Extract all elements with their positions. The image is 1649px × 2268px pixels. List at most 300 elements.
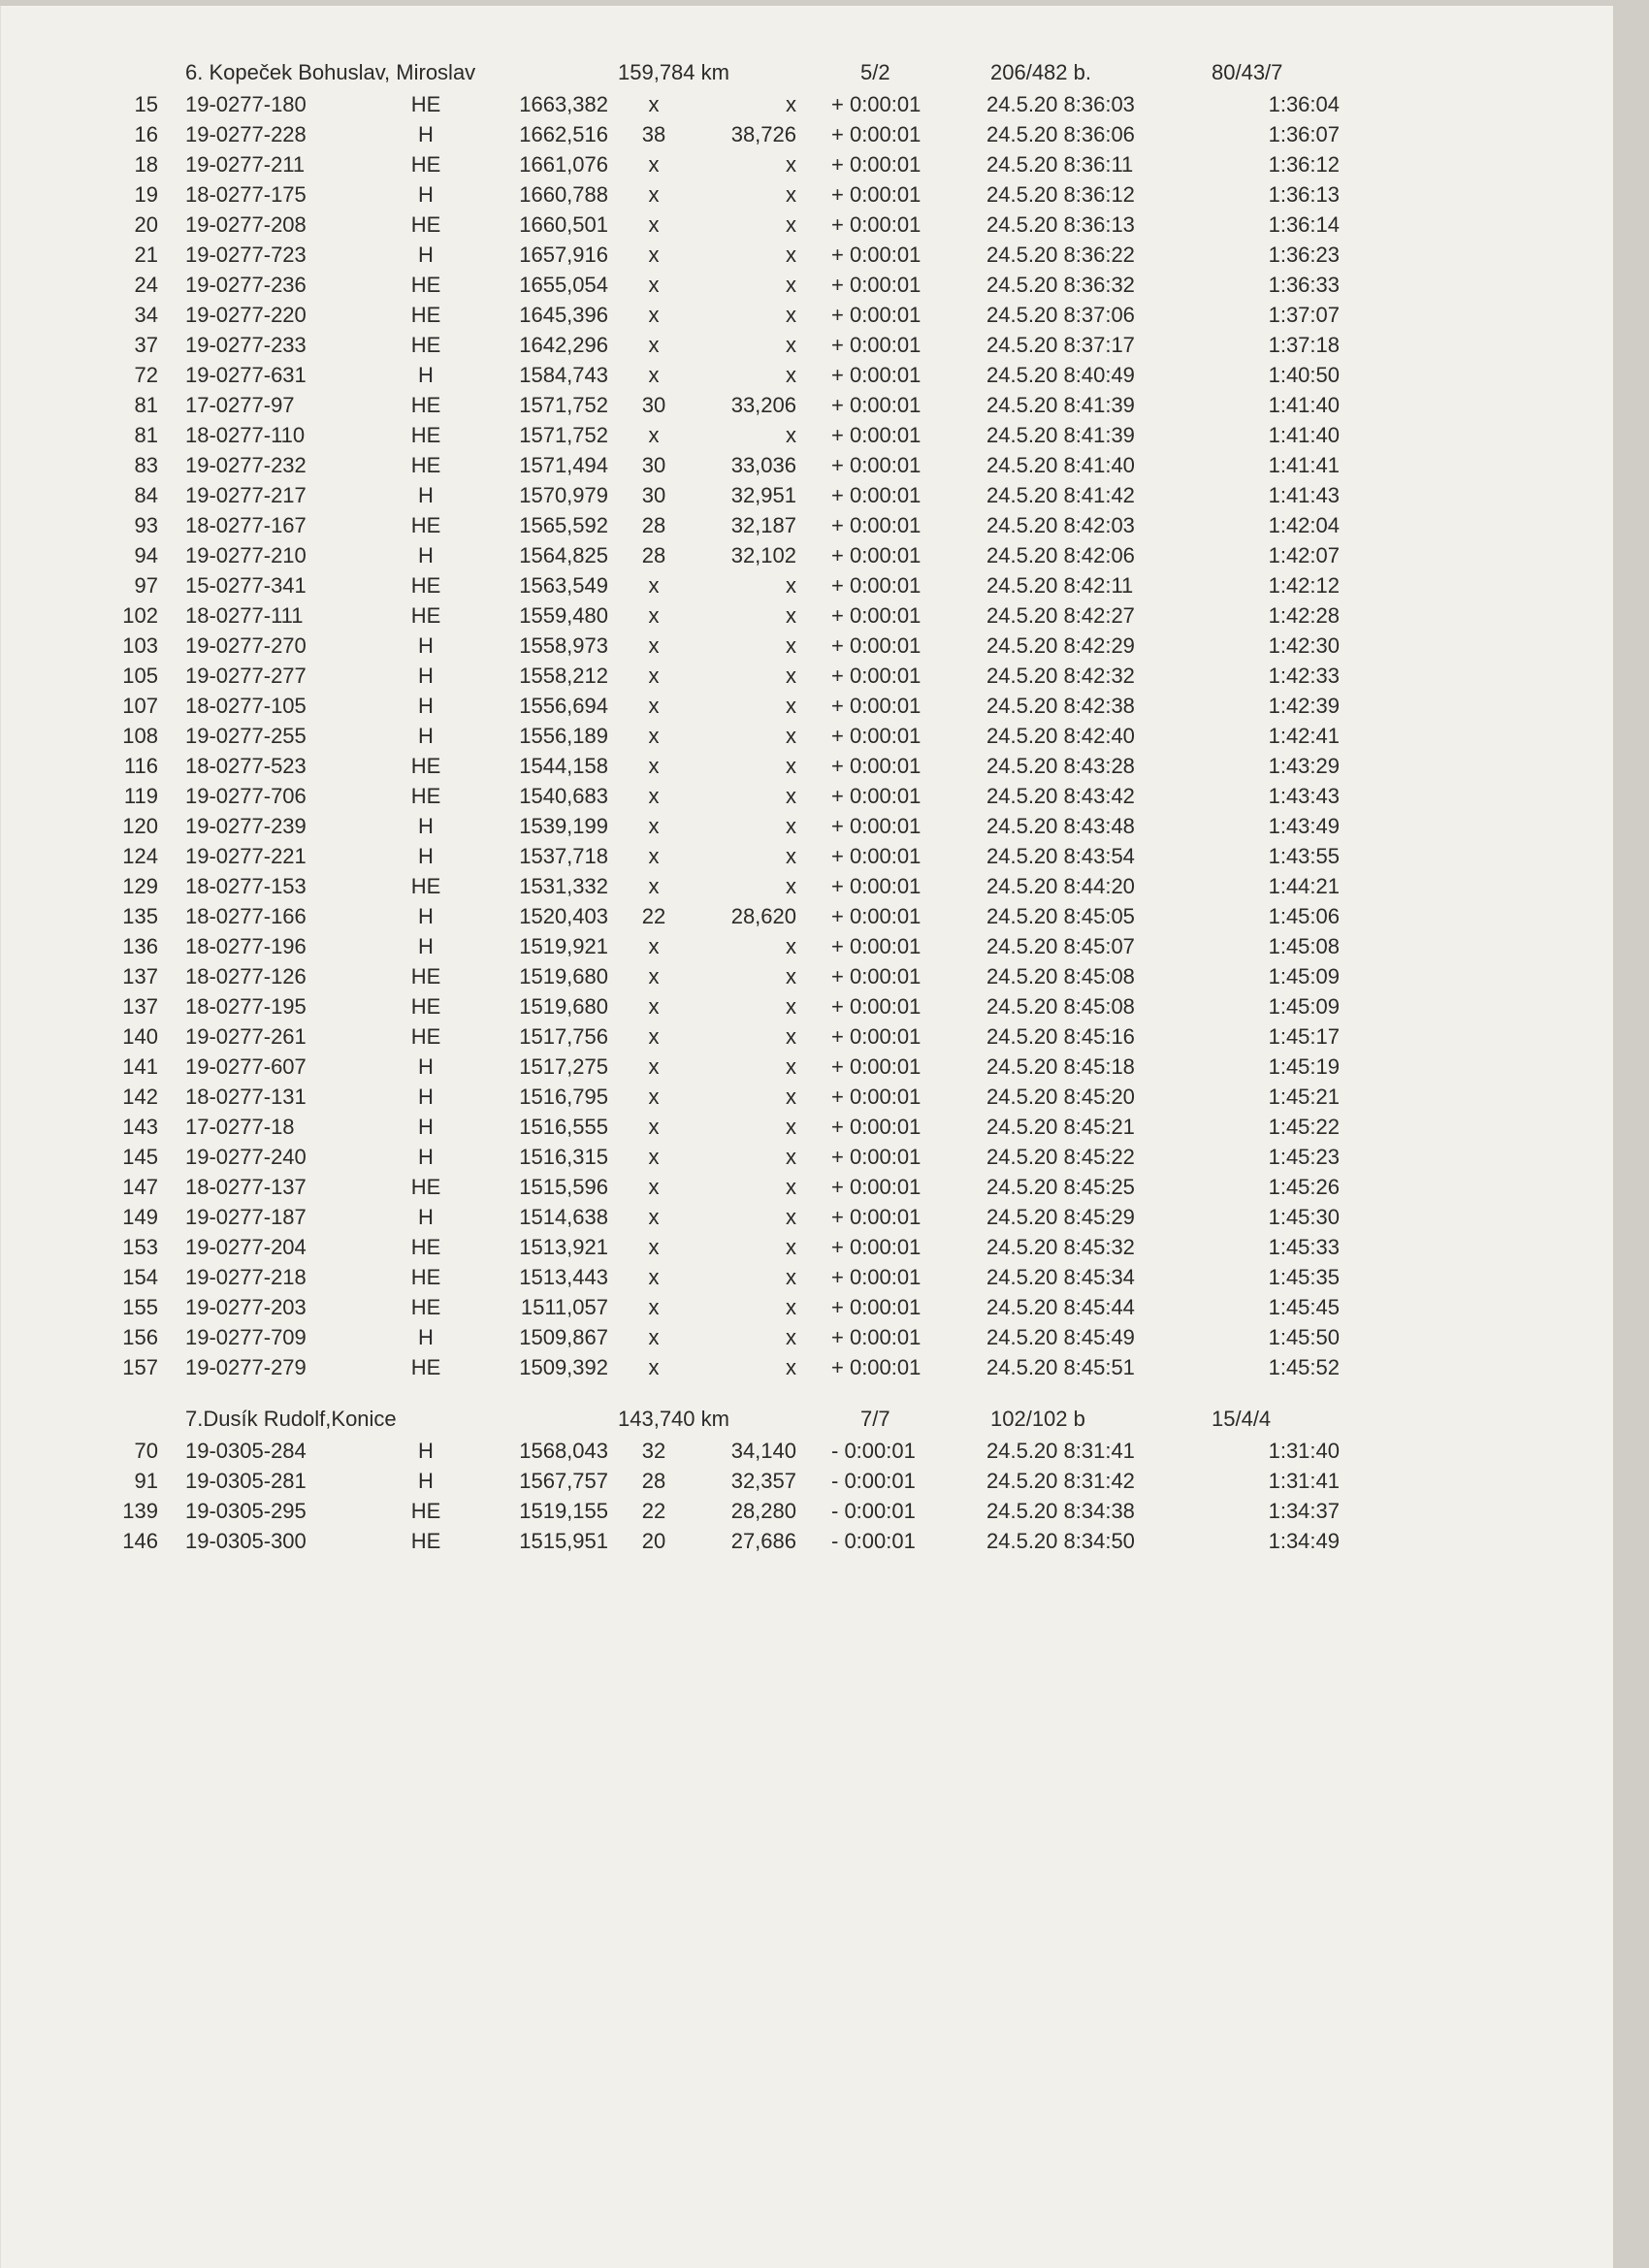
correction-cell: + 0:00:01: [831, 573, 922, 598]
ring-number-cell: 18-0277-523: [185, 754, 307, 778]
table-row: [1, 510, 1613, 540]
speed-cell: 1531,332: [519, 874, 608, 898]
coefficient-cell: x: [786, 934, 796, 958]
rank-cell: 149: [122, 1205, 158, 1229]
flight-time-cell: 1:45:17: [1268, 1024, 1340, 1049]
arrival-cell: 24.5.20 8:37:06: [986, 303, 1135, 327]
arrival-cell: 24.5.20 8:45:20: [986, 1085, 1135, 1109]
rank-cell: 83: [134, 453, 158, 477]
ring-number-cell: 18-0277-153: [185, 874, 307, 898]
table-row: [1, 991, 1613, 1021]
table-row: [1, 661, 1613, 691]
sex-cell: H: [418, 814, 434, 838]
sex-cell: HE: [410, 303, 441, 327]
ring-number-cell: 19-0277-236: [185, 273, 307, 297]
ring-number-cell: 18-0277-167: [185, 513, 307, 537]
speed-cell: 1540,683: [519, 784, 608, 808]
points-cell: x: [648, 363, 660, 387]
sex-cell: H: [418, 1115, 434, 1139]
table-row: [1, 781, 1613, 811]
section-distance: 143,740 km: [618, 1407, 729, 1431]
rank-cell: 94: [134, 543, 158, 567]
coefficient-cell: x: [786, 994, 796, 1019]
speed-cell: 1564,825: [519, 543, 608, 567]
ring-number-cell: 19-0277-279: [185, 1355, 307, 1379]
rank-cell: 34: [134, 303, 158, 327]
section-count: 7/7: [860, 1407, 890, 1431]
arrival-cell: 24.5.20 8:36:32: [986, 273, 1135, 297]
speed-cell: 1544,158: [519, 754, 608, 778]
arrival-cell: 24.5.20 8:45:18: [986, 1054, 1135, 1079]
speed-cell: 1559,480: [519, 603, 608, 628]
points-cell: 22: [641, 904, 666, 928]
arrival-cell: 24.5.20 8:36:12: [986, 182, 1135, 207]
coefficient-cell: x: [786, 1205, 796, 1229]
points-cell: x: [648, 92, 660, 116]
table-row: [1, 240, 1613, 270]
correction-cell: + 0:00:01: [831, 122, 922, 146]
coefficient-cell: 33,206: [730, 393, 796, 417]
coefficient-cell: x: [786, 694, 796, 718]
table-row: [1, 1202, 1613, 1232]
speed-cell: 1516,555: [519, 1115, 608, 1139]
rank-cell: 19: [134, 182, 158, 207]
ring-number-cell: 18-0277-110: [185, 423, 306, 447]
table-row: [1, 600, 1613, 631]
ring-number-cell: 19-0277-261: [185, 1024, 307, 1049]
table-row: [1, 1172, 1613, 1202]
table-row: [1, 841, 1613, 871]
correction-cell: + 0:00:01: [831, 1024, 922, 1049]
points-cell: x: [648, 182, 660, 207]
ring-number-cell: 19-0305-284: [185, 1439, 307, 1463]
points-cell: x: [648, 212, 660, 237]
points-cell: x: [648, 784, 660, 808]
section-points: 206/482 b.: [990, 60, 1091, 84]
section-distance: 159,784 km: [618, 60, 729, 84]
ring-number-cell: 19-0277-277: [185, 664, 307, 688]
correction-cell: + 0:00:01: [831, 754, 922, 778]
points-cell: x: [648, 1115, 660, 1139]
sex-cell: H: [418, 1469, 434, 1493]
correction-cell: + 0:00:01: [831, 724, 922, 748]
rank-cell: 81: [134, 423, 158, 447]
speed-cell: 1571,752: [519, 393, 608, 417]
sex-cell: HE: [410, 423, 441, 447]
correction-cell: + 0:00:01: [831, 182, 922, 207]
rank-cell: 97: [134, 573, 158, 598]
arrival-cell: 24.5.20 8:41:39: [986, 423, 1135, 447]
table-row: [1, 1466, 1613, 1496]
ring-number-cell: 19-0277-706: [185, 784, 307, 808]
ring-number-cell: 18-0277-196: [185, 934, 307, 958]
speed-cell: 1519,680: [519, 964, 608, 988]
flight-time-cell: 1:36:13: [1268, 182, 1340, 207]
points-cell: x: [648, 964, 660, 988]
points-cell: x: [648, 423, 660, 447]
table-row: [1, 179, 1613, 210]
arrival-cell: 24.5.20 8:42:29: [986, 633, 1135, 658]
coefficient-cell: x: [786, 633, 796, 658]
sex-cell: HE: [410, 1529, 441, 1553]
coefficient-cell: x: [786, 363, 796, 387]
correction-cell: + 0:00:01: [831, 1355, 922, 1379]
speed-cell: 1663,382: [519, 92, 608, 116]
correction-cell: + 0:00:01: [831, 543, 922, 567]
flight-time-cell: 1:43:55: [1268, 844, 1340, 868]
rank-cell: 120: [122, 814, 158, 838]
correction-cell: + 0:00:01: [831, 1235, 922, 1259]
coefficient-cell: x: [786, 1054, 796, 1079]
correction-cell: + 0:00:01: [831, 844, 922, 868]
arrival-cell: 24.5.20 8:41:40: [986, 453, 1135, 477]
rank-cell: 137: [122, 994, 158, 1019]
rank-cell: 141: [122, 1054, 158, 1079]
table-row: [1, 1082, 1613, 1112]
rank-cell: 142: [122, 1085, 158, 1109]
correction-cell: + 0:00:01: [831, 1265, 922, 1289]
flight-time-cell: 1:41:43: [1268, 483, 1340, 507]
coefficient-cell: x: [786, 1085, 796, 1109]
sex-cell: HE: [410, 603, 441, 628]
rank-cell: 119: [123, 784, 158, 808]
flight-time-cell: 1:45:08: [1268, 934, 1340, 958]
points-cell: x: [648, 603, 660, 628]
sex-cell: H: [418, 243, 434, 267]
speed-cell: 1558,973: [519, 633, 608, 658]
coefficient-cell: x: [786, 664, 796, 688]
speed-cell: 1661,076: [519, 152, 608, 177]
arrival-cell: 24.5.20 8:42:27: [986, 603, 1135, 628]
rank-cell: 37: [134, 333, 158, 357]
speed-cell: 1517,756: [519, 1024, 608, 1049]
points-cell: 20: [641, 1529, 666, 1553]
coefficient-cell: x: [786, 844, 796, 868]
ring-number-cell: 18-0277-175: [185, 182, 307, 207]
coefficient-cell: 32,357: [730, 1469, 796, 1493]
correction-cell: - 0:00:01: [831, 1499, 916, 1523]
correction-cell: + 0:00:01: [831, 1085, 922, 1109]
correction-cell: + 0:00:01: [831, 1054, 922, 1079]
sex-cell: H: [418, 1325, 434, 1349]
sex-cell: HE: [410, 1235, 441, 1259]
points-cell: x: [648, 633, 660, 658]
rank-cell: 140: [122, 1024, 158, 1049]
rank-cell: 103: [122, 633, 158, 658]
speed-cell: 1520,403: [519, 904, 608, 928]
flight-time-cell: 1:36:14: [1268, 212, 1340, 237]
points-cell: x: [648, 754, 660, 778]
flight-time-cell: 1:42:28: [1268, 603, 1340, 628]
rank-cell: 15: [134, 92, 158, 116]
arrival-cell: 24.5.20 8:44:20: [986, 874, 1135, 898]
rank-cell: 155: [122, 1295, 158, 1319]
correction-cell: + 0:00:01: [831, 994, 922, 1019]
coefficient-cell: x: [786, 212, 796, 237]
rank-cell: 135: [122, 904, 158, 928]
coefficient-cell: x: [786, 1235, 796, 1259]
correction-cell: + 0:00:01: [831, 904, 922, 928]
arrival-cell: 24.5.20 8:42:38: [986, 694, 1135, 718]
points-cell: 30: [641, 483, 666, 507]
sex-cell: H: [418, 543, 434, 567]
ring-number-cell: 19-0277-607: [185, 1054, 307, 1079]
rank-cell: 116: [123, 754, 158, 778]
table-row: [1, 330, 1613, 360]
sex-cell: H: [418, 1145, 434, 1169]
coefficient-cell: x: [786, 1325, 796, 1349]
sex-cell: HE: [410, 513, 441, 537]
sex-cell: H: [418, 1054, 434, 1079]
points-cell: 28: [641, 513, 666, 537]
table-row: [1, 300, 1613, 330]
sex-cell: H: [418, 1205, 434, 1229]
correction-cell: + 0:00:01: [831, 1295, 922, 1319]
rank-cell: 137: [122, 964, 158, 988]
correction-cell: + 0:00:01: [831, 333, 922, 357]
section-owner-name: 7.Dusík Rudolf,Konice: [185, 1407, 397, 1431]
correction-cell: + 0:00:01: [831, 1145, 922, 1169]
sex-cell: H: [418, 483, 434, 507]
points-cell: x: [648, 273, 660, 297]
correction-cell: + 0:00:01: [831, 243, 922, 267]
sex-cell: HE: [410, 1024, 441, 1049]
arrival-cell: 24.5.20 8:36:06: [986, 122, 1135, 146]
points-cell: x: [648, 243, 660, 267]
table-row: [1, 360, 1613, 390]
speed-cell: 1571,752: [519, 423, 608, 447]
rank-cell: 154: [122, 1265, 158, 1289]
table-row: [1, 1232, 1613, 1262]
points-cell: x: [648, 303, 660, 327]
arrival-cell: 24.5.20 8:31:42: [986, 1469, 1135, 1493]
ring-number-cell: 19-0277-220: [185, 303, 307, 327]
sex-cell: H: [418, 904, 434, 928]
points-cell: x: [648, 1145, 660, 1169]
correction-cell: + 0:00:01: [831, 212, 922, 237]
arrival-cell: 24.5.20 8:34:50: [986, 1529, 1135, 1553]
sex-cell: HE: [410, 1175, 441, 1199]
points-cell: x: [648, 934, 660, 958]
correction-cell: + 0:00:01: [831, 694, 922, 718]
correction-cell: + 0:00:01: [831, 814, 922, 838]
arrival-cell: 24.5.20 8:42:06: [986, 543, 1135, 567]
arrival-cell: 24.5.20 8:31:41: [986, 1439, 1135, 1463]
table-row: [1, 901, 1613, 931]
ring-number-cell: 19-0305-281: [185, 1469, 307, 1493]
coefficient-cell: x: [786, 1024, 796, 1049]
arrival-cell: 24.5.20 8:41:39: [986, 393, 1135, 417]
ring-number-cell: 19-0277-208: [185, 212, 307, 237]
correction-cell: + 0:00:01: [831, 633, 922, 658]
flight-time-cell: 1:42:33: [1268, 664, 1340, 688]
rank-cell: 139: [122, 1499, 158, 1523]
coefficient-cell: 27,686: [730, 1529, 796, 1553]
flight-time-cell: 1:41:40: [1268, 393, 1340, 417]
points-cell: x: [648, 1295, 660, 1319]
rank-cell: 136: [122, 934, 158, 958]
rank-cell: 153: [122, 1235, 158, 1259]
arrival-cell: 24.5.20 8:36:13: [986, 212, 1135, 237]
arrival-cell: 24.5.20 8:45:08: [986, 994, 1135, 1019]
points-cell: x: [648, 844, 660, 868]
sex-cell: H: [418, 844, 434, 868]
sex-cell: HE: [410, 152, 441, 177]
sex-cell: HE: [410, 453, 441, 477]
sex-cell: H: [418, 664, 434, 688]
sex-cell: HE: [410, 754, 441, 778]
points-cell: x: [648, 724, 660, 748]
sex-cell: H: [418, 122, 434, 146]
points-cell: x: [648, 573, 660, 598]
flight-time-cell: 1:37:18: [1268, 333, 1340, 357]
flight-time-cell: 1:36:04: [1268, 92, 1340, 116]
speed-cell: 1655,054: [519, 273, 608, 297]
speed-cell: 1565,592: [519, 513, 608, 537]
sex-cell: HE: [410, 212, 441, 237]
ring-number-cell: 19-0277-233: [185, 333, 307, 357]
rank-cell: 143: [122, 1115, 158, 1139]
table-row: [1, 570, 1613, 600]
coefficient-cell: 38,726: [730, 122, 796, 146]
arrival-cell: 24.5.20 8:37:17: [986, 333, 1135, 357]
flight-time-cell: 1:40:50: [1268, 363, 1340, 387]
arrival-cell: 24.5.20 8:42:03: [986, 513, 1135, 537]
coefficient-cell: x: [786, 964, 796, 988]
table-row: [1, 1352, 1613, 1382]
speed-cell: 1642,296: [519, 333, 608, 357]
speed-cell: 1511,057: [520, 1295, 608, 1319]
correction-cell: - 0:00:01: [831, 1469, 916, 1493]
speed-cell: 1513,443: [519, 1265, 608, 1289]
sex-cell: H: [418, 1085, 434, 1109]
points-cell: x: [648, 694, 660, 718]
correction-cell: + 0:00:01: [831, 92, 922, 116]
arrival-cell: 24.5.20 8:34:38: [986, 1499, 1135, 1523]
ring-number-cell: 19-0277-228: [185, 122, 307, 146]
speed-cell: 1558,212: [519, 664, 608, 688]
flight-time-cell: 1:36:07: [1268, 122, 1340, 146]
arrival-cell: 24.5.20 8:45:34: [986, 1265, 1135, 1289]
sex-cell: H: [418, 934, 434, 958]
flight-time-cell: 1:43:49: [1268, 814, 1340, 838]
flight-time-cell: 1:45:50: [1268, 1325, 1340, 1349]
correction-cell: + 0:00:01: [831, 423, 922, 447]
rank-cell: 157: [122, 1355, 158, 1379]
speed-cell: 1515,951: [519, 1529, 608, 1553]
flight-time-cell: 1:43:43: [1268, 784, 1340, 808]
rank-cell: 70: [134, 1439, 158, 1463]
sex-cell: H: [418, 182, 434, 207]
ring-number-cell: 18-0277-166: [185, 904, 307, 928]
flight-time-cell: 1:36:23: [1268, 243, 1340, 267]
speed-cell: 1509,392: [519, 1355, 608, 1379]
correction-cell: + 0:00:01: [831, 152, 922, 177]
section-header: [1, 56, 1613, 89]
correction-cell: + 0:00:01: [831, 1325, 922, 1349]
flight-time-cell: 1:42:04: [1268, 513, 1340, 537]
correction-cell: + 0:00:01: [831, 453, 922, 477]
arrival-cell: 24.5.20 8:45:21: [986, 1115, 1135, 1139]
ring-number-cell: 18-0277-105: [185, 694, 307, 718]
arrival-cell: 24.5.20 8:45:16: [986, 1024, 1135, 1049]
ring-number-cell: 19-0277-211: [185, 152, 306, 177]
correction-cell: - 0:00:01: [831, 1439, 916, 1463]
coefficient-cell: x: [786, 754, 796, 778]
ring-number-cell: 19-0277-187: [185, 1205, 307, 1229]
points-cell: x: [648, 1235, 660, 1259]
ring-number-cell: 19-0305-300: [185, 1529, 307, 1553]
rank-cell: 156: [122, 1325, 158, 1349]
points-cell: x: [648, 1265, 660, 1289]
coefficient-cell: 33,036: [730, 453, 796, 477]
arrival-cell: 24.5.20 8:40:49: [986, 363, 1135, 387]
speed-cell: 1517,275: [519, 1054, 608, 1079]
correction-cell: + 0:00:01: [831, 513, 922, 537]
flight-time-cell: 1:41:41: [1268, 453, 1340, 477]
ring-number-cell: 19-0277-210: [185, 543, 307, 567]
points-cell: x: [648, 1325, 660, 1349]
table-row: [1, 931, 1613, 961]
flight-time-cell: 1:45:06: [1268, 904, 1340, 928]
arrival-cell: 24.5.20 8:36:22: [986, 243, 1135, 267]
table-row: [1, 540, 1613, 570]
coefficient-cell: x: [786, 423, 796, 447]
speed-cell: 1568,043: [519, 1439, 608, 1463]
table-row: [1, 1112, 1613, 1142]
rank-cell: 16: [134, 122, 158, 146]
arrival-cell: 24.5.20 8:45:22: [986, 1145, 1135, 1169]
correction-cell: + 0:00:01: [831, 1115, 922, 1139]
table-row: [1, 89, 1613, 119]
speed-cell: 1584,743: [519, 363, 608, 387]
points-cell: 30: [641, 393, 666, 417]
table-row: [1, 210, 1613, 240]
correction-cell: + 0:00:01: [831, 393, 922, 417]
rank-cell: 108: [122, 724, 158, 748]
speed-cell: 1567,757: [519, 1469, 608, 1493]
rank-cell: 124: [122, 844, 158, 868]
speed-cell: 1657,916: [519, 243, 608, 267]
rank-cell: 93: [134, 513, 158, 537]
speed-cell: 1516,315: [519, 1145, 608, 1169]
arrival-cell: 24.5.20 8:42:40: [986, 724, 1135, 748]
correction-cell: + 0:00:01: [831, 603, 922, 628]
rank-cell: 20: [134, 212, 158, 237]
points-cell: 38: [641, 122, 666, 146]
correction-cell: + 0:00:01: [831, 874, 922, 898]
correction-cell: + 0:00:01: [831, 483, 922, 507]
rank-cell: 145: [122, 1145, 158, 1169]
arrival-cell: 24.5.20 8:43:42: [986, 784, 1135, 808]
correction-cell: + 0:00:01: [831, 363, 922, 387]
sex-cell: HE: [410, 573, 441, 598]
flight-time-cell: 1:45:09: [1268, 994, 1340, 1019]
rank-cell: 18: [134, 152, 158, 177]
coefficient-cell: x: [786, 1175, 796, 1199]
table-row: [1, 691, 1613, 721]
points-cell: x: [648, 333, 660, 357]
owner-section: [1, 56, 1613, 1382]
correction-cell: + 0:00:01: [831, 273, 922, 297]
ring-number-cell: 19-0305-295: [185, 1499, 307, 1523]
table-row: [1, 270, 1613, 300]
coefficient-cell: x: [786, 1265, 796, 1289]
coefficient-cell: x: [786, 1145, 796, 1169]
arrival-cell: 24.5.20 8:41:42: [986, 483, 1135, 507]
arrival-cell: 24.5.20 8:36:03: [986, 92, 1135, 116]
arrival-cell: 24.5.20 8:45:08: [986, 964, 1135, 988]
